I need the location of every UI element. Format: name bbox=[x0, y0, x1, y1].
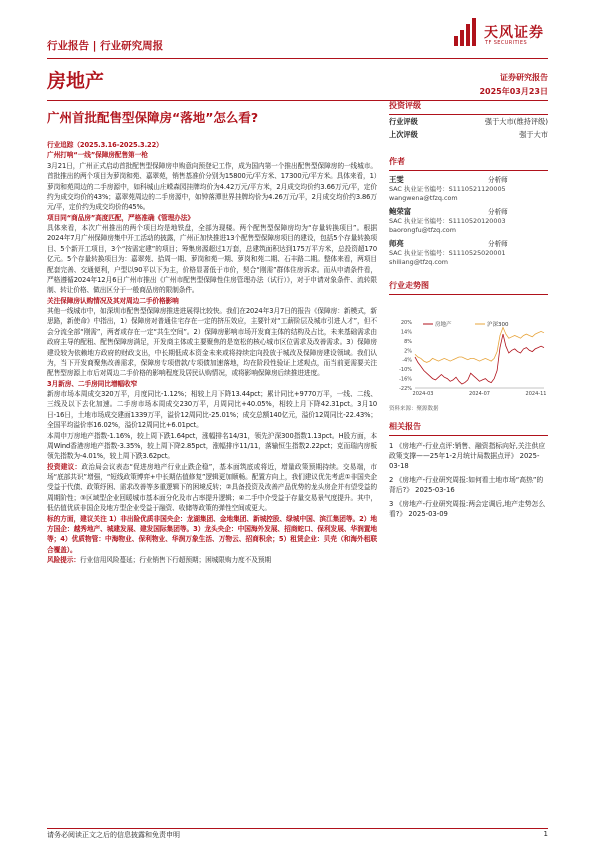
body-paragraph: 标的方面，建议关注 1）非出险优质非国央企：龙湖集团、金地集团、新城控股、绿城中国、滨江集团等。2）地方国企：越秀地产、城建发展、建发国际集团等。3）龙头央企：中国海外发展、招商蛇口、保利发展、华润置地等；4）优质物管：中海物业、保利物业、华润万象生活、万物云、招商积余；5）租赁企业：贝壳（和海外租联合覆盖）。 bbox=[47, 514, 377, 554]
author-name: 师亮 bbox=[389, 239, 404, 248]
author-name: 王雯 bbox=[389, 175, 404, 184]
authors-section bbox=[389, 156, 548, 267]
related-report-link[interactable]: 2 《房地产-行业研究周报:如何看土地市场“高热”的背后?》 2025-03-16 bbox=[389, 476, 544, 494]
author-role: 分析师 bbox=[488, 208, 508, 216]
legend-label: 沪深300 bbox=[487, 322, 509, 328]
report-date: 2025年03月23日 bbox=[479, 87, 548, 96]
author-email[interactable]: baorongfu@tfzq.com bbox=[389, 226, 456, 234]
trend-title: 行业走势图 bbox=[389, 281, 429, 290]
body-paragraph: 投资建议：政治局会议表态“促进房地产行业止跌企稳”，基本面筑底或将近，增量政策预期持续。交易端，市场“底部共识”增强，“短线政策博弈+中长期估值修复”逻辑更加顺畅。配置方向上，我们建议优先考虑①非国央企受益于代债、政策纾困、需求改善等多重逻辑下的困境反转；②具备投资及改善产品优势的龙头房企并有望受益的周期阶性；③区域型企业回暖城市基本面分化及市占率提升逻辑；④二手中介受益于存量交易景气度提升。其中，低估值优质非国企及地方型企业受益于融资、收储等政策的弹性空间或更大。 bbox=[47, 462, 378, 513]
rating-value: 强于大市 bbox=[519, 130, 548, 139]
author-role: 分析师 bbox=[488, 240, 508, 248]
body-paragraph: 新房市场本周成交320万平，月度同比-1.12%；相较上月下降13.44pct；累计同比+9770万平，一线、二线、三线及以下去化加速。二手房市场本周成交230万平，月周同比+40.05%，相较上月下降42.31pct。3月10日-16日，土地市场成交建面1339万平，溢价12周同比-25.01%；成交总额140亿元，溢价12周同比-22.43%；全国平均溢价率16.02%，溢价12周同比+6.01pct。 bbox=[47, 390, 377, 430]
body-paragraph: 其他一线城市中，如深圳市配售型保障房推进进展得比较快。我们在2024年3月7日的报告《保障房：新模式，新思路，新使命》中指出，1）保障房对普通住宅存在一定的挤压效应，主要针对“工薪阶层及城市引进人才”，但不会分流全部“刚需”，两者或存在一定“共生空间”。2）保障房影响市场开发商主体的结构及占比，未来基础需求由政府主导的配租、配售保障房满足，开发商主体或主要聚焦的是宽松的核心城市区位需求及改善需求。3）保障房建设较为依赖地方政府的财政支出，中长期低成本资金未来或将持续定向投放于城改及保障房建设领域。我们认为，当下开发商聚焦改善需求，保障房专项借款/专项债加速落地，均在阶段性验证上述观点，而当前更需要关注配售型房源上市后对周边二手价格的影响程度及居民认购情况，或将影响保障房后续推进进度。 bbox=[47, 307, 377, 378]
related-report-link[interactable]: 1 《房地产-行业点评:销售、融资指标向好,关注供应政策支撑——25年1-2月统计局数据点评》 2025-03-18 bbox=[389, 442, 546, 470]
body-paragraph: 风险提示：行业信用风险蔓延；行业销售下行超预期；困城限购力度不及预期 bbox=[47, 556, 271, 564]
report-type: 证券研究报告 bbox=[500, 73, 548, 82]
y-tick-label: -22% bbox=[399, 386, 412, 392]
related-report-link[interactable]: 3 《房地产-行业研究周报:两会定调后,地产走势怎么看?》 2025-03-09 bbox=[389, 500, 546, 518]
body-paragraph: 具体来看，本次广州推出的两个项目均是地铁盘，全部为现楼。两个配售型保障房均为“存量转换项目”。根据2024年7月广州保障房集中开工活动的披露，广州正加快推进13个配售型保障房项目的建设，包括5个存量转换项目、5个新开工项目，3个“按需定建”的项目；筹集房源超过1万套，总建筑面积达到175万平方米，总投资超170亿元。5个存量转换项目为：嘉翠苑、拾周一期、萝岗和苑一期、萝岗和苑二期、石丰路二期。整体来看，两项目配套完善、交通便利，户型以90平以下为主，价格显著低于市价，契合“刚需”群体住房诉求。而从申请条件看，严格遵循2024年12月6日广州市推出《广州市配售型保障性住房管理办法（试行）》，对于申请对象条件、流转限制、转让价格、做出区分于一般商品房的限制条件。 bbox=[47, 224, 377, 295]
chart-source: 资料来源：聚源数据 bbox=[389, 406, 439, 412]
y-tick-label: 20% bbox=[400, 320, 412, 326]
author-block bbox=[389, 206, 548, 235]
authors-title: 作者 bbox=[389, 157, 405, 166]
body-subheading: 3月新房、二手房同比增幅收窄 bbox=[47, 379, 138, 388]
rating-key: 行业评级 bbox=[389, 117, 418, 126]
series-line-csi300 bbox=[415, 327, 544, 362]
rating-row-industry bbox=[389, 115, 548, 128]
trend-section bbox=[389, 280, 548, 295]
related-section bbox=[389, 421, 548, 523]
body-subheading: 行业追踪（2025.3.16-2025.3.22） bbox=[47, 141, 163, 149]
header-divider bbox=[47, 58, 548, 59]
y-tick-label: 8% bbox=[404, 338, 412, 345]
rating-row-previous bbox=[389, 128, 548, 141]
trend-chart-svg bbox=[389, 316, 548, 401]
logo-mark-icon bbox=[452, 18, 480, 48]
disclaimer-note: 请务必阅读正文之后的信息披露和免责申明 bbox=[47, 831, 180, 839]
legend-label: 房地产 bbox=[435, 322, 452, 328]
rating-title: 投资评级 bbox=[389, 101, 421, 110]
report-body bbox=[47, 140, 377, 565]
y-tick-label: -4% bbox=[402, 357, 412, 364]
y-tick-label: 14% bbox=[400, 329, 412, 336]
rating-value: 强于大市(维持评级) bbox=[484, 117, 548, 126]
body-subheading: 关注保障房认购情况及其对周边二手价格影响 bbox=[47, 296, 179, 305]
x-tick-label: 2024-07 bbox=[469, 391, 490, 397]
logo-text-cn: 天风证券 bbox=[484, 25, 544, 41]
related-title: 相关报告 bbox=[389, 422, 421, 431]
y-tick-label: 2% bbox=[404, 348, 412, 355]
author-cert: SAC 执业证书编号：S1110520120003 bbox=[389, 217, 506, 225]
author-block bbox=[389, 174, 548, 203]
body-subheading: 广州打响“一线”保障房配售第一枪 bbox=[47, 151, 148, 160]
page-number: 1 bbox=[543, 830, 548, 838]
author-name: 鲍荣富 bbox=[389, 207, 412, 216]
y-tick-label: -16% bbox=[399, 376, 412, 383]
author-cert: SAC 执业证书编号：S1110521120005 bbox=[389, 185, 506, 193]
trend-chart bbox=[389, 316, 548, 397]
x-tick-label: 2024-11 bbox=[525, 391, 547, 397]
body-paragraph: 本周申万房地产指数-1.16%，较上周下跌1.64pct，涨幅排名14/31，领先沪深300指数1.13pct。H股方面，本周Wind香港房地产指数-3.35%，较上周下降2.85pct，涨幅排序11/11，落输恒生指数2.22pct；克而瑞内房板领先指数为-4.01%，较上周下跌3.62pct。 bbox=[47, 431, 377, 461]
author-block bbox=[389, 238, 548, 267]
authors-divider bbox=[389, 170, 548, 171]
rating-section bbox=[389, 100, 548, 141]
author-role: 分析师 bbox=[488, 176, 508, 184]
author-cert: SAC 执业证书编号：S1110525020001 bbox=[389, 249, 506, 257]
report-title: 广州首批配售型保障房“落地”怎么看? bbox=[47, 110, 259, 125]
x-tick-label: 2024-03 bbox=[412, 391, 434, 397]
report-category: 行业报告 | 行业研究周报 bbox=[47, 40, 164, 52]
author-email[interactable]: wangwena@tfzq.com bbox=[389, 194, 458, 202]
footer-divider bbox=[47, 828, 548, 829]
industry-name: 房地产 bbox=[47, 70, 105, 92]
body-subheading: 项目同“商品房”高度匹配，严格准确《管理办法》 bbox=[47, 213, 194, 222]
body-paragraph: 3月21日，广州正式启动首批配售型保障房申购意向预登记工作，成为国内第一个推出配售型保障房的一线城市。首批推出的两个项目为萝岗和苑、嘉翠苑，销售基准价分别为15800元/平方米、17300元/平方米。具体来看，1）萝岗和苑周边的二手房源中，如科城山庄嵘森园挂牌均价为4.42万元/平方米，2月成交均价约3.66万元/平，定价约为成交均价的43%；嘉翠苑周边的二手房源中，如钟落潭世界挂牌均价为4.26万元/平，2月成交均价约3.86万元/平，定价约为成交均价的45%。 bbox=[47, 161, 377, 212]
author-email[interactable]: shiliang@tfzq.com bbox=[389, 258, 448, 266]
logo-text-en: TF SECURITIES bbox=[485, 40, 528, 46]
y-tick-label: -10% bbox=[399, 367, 412, 374]
trend-divider bbox=[389, 294, 548, 295]
rating-key: 上次评级 bbox=[389, 130, 418, 139]
related-divider bbox=[389, 435, 548, 436]
